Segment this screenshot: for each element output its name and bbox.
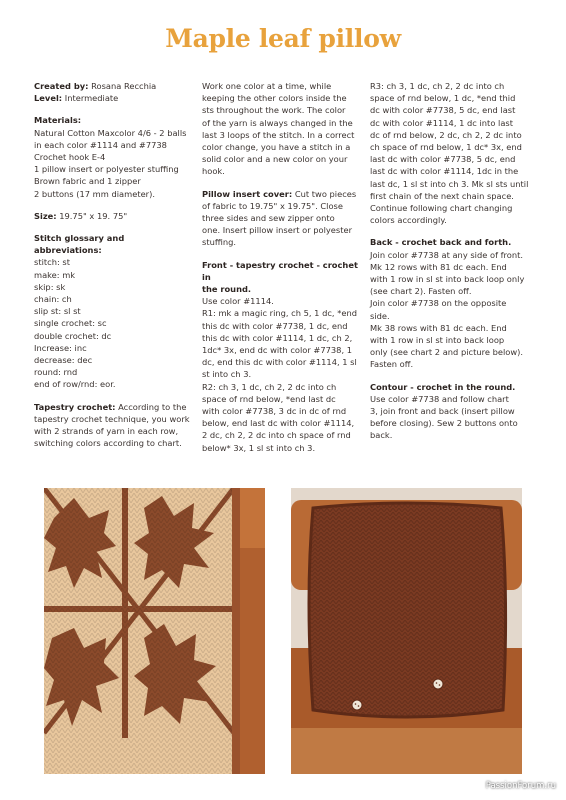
intro-line: Work one color at a time, while xyxy=(202,81,332,91)
back-section xyxy=(370,236,530,370)
contour-section xyxy=(370,381,530,442)
r3-line: last dc with color #1114, 1dc in the xyxy=(370,166,519,177)
glossary-item: skip: sk xyxy=(34,281,66,292)
back-line: Mk 38 rows with 81 dc each. End xyxy=(370,322,507,333)
r3-line: space of rnd below, 1 dc, *end thid xyxy=(370,93,516,104)
back-line: Join color #7738 on the opposite xyxy=(370,298,507,309)
materials xyxy=(34,114,194,199)
front-line: st into ch 3. xyxy=(202,369,252,380)
materials-line: Crochet hook E-4 xyxy=(34,152,106,163)
intro-line: solid color and a new color on your xyxy=(202,154,348,165)
materials-heading: Materials: xyxy=(34,115,82,126)
back-line: Join color #7738 at any side of front. xyxy=(370,249,524,260)
glossary-item: chain: ch xyxy=(34,294,72,305)
front-pillow-photo xyxy=(44,488,265,774)
tapestry-label: Tapestry crochet: xyxy=(34,401,116,412)
size-label: Size: xyxy=(34,210,57,221)
materials-line: Natural Cotton Maxcolor 4/6 - 2 balls xyxy=(34,127,187,138)
contour-line: back. xyxy=(370,430,393,441)
button-icon xyxy=(433,679,443,689)
glossary-item: stitch: st xyxy=(34,257,70,268)
front-line: space of rnd below, *end last dc xyxy=(202,393,336,404)
materials-line: 2 buttons (17 mm diameter). xyxy=(34,188,155,199)
intro-line: keeping the other colors inside the xyxy=(202,93,347,104)
size xyxy=(34,210,194,222)
pillow-insert-cover xyxy=(202,188,362,249)
back-line: side. xyxy=(370,310,390,321)
glossary-item: round: rnd xyxy=(34,367,78,378)
front-line: R2: ch 3, 1 dc, ch 2, 2 dc into ch xyxy=(202,381,337,392)
intro-paragraph xyxy=(202,80,362,178)
insert-line: three sides and sew zipper onto xyxy=(202,213,335,224)
back-heading: Back - crochet back and forth. xyxy=(370,237,512,248)
created-by-value: Rosana Recchia xyxy=(88,81,157,91)
glossary-item: single crochet: sc xyxy=(34,318,107,329)
intro-line: of the yarn is always changed in the xyxy=(202,117,353,128)
front-line: Use color #1114. xyxy=(202,296,274,307)
tapestry-line: switching colors according to chart. xyxy=(34,438,182,449)
materials-line: in each color #1114 and #7738 xyxy=(34,139,167,150)
glossary-item: slip st: sl st xyxy=(34,306,81,317)
insert-label: Pillow insert cover: xyxy=(202,188,293,199)
back-line: Mk 12 rows with 81 dc each. End xyxy=(370,261,507,272)
front-line: with color #7738, 3 dc in dc of rnd xyxy=(202,406,347,417)
back-line: with 1 row in sl st into back loop only xyxy=(370,274,525,285)
tapestry-crochet xyxy=(34,401,194,450)
back-line: with 1 row in sl st into back loop xyxy=(370,335,505,346)
r3-line: last dc with color #7738, 5 dc, end xyxy=(370,154,516,165)
contour-line: Use color #7738 and follow chart xyxy=(370,393,509,404)
glossary-item: make: mk xyxy=(34,269,76,280)
insert-line: Cut two pieces xyxy=(292,188,357,199)
front-heading: the round. xyxy=(202,284,252,295)
created-by xyxy=(34,80,194,92)
level-label: Level: xyxy=(34,93,63,104)
contour-heading: Contour - crochet in the round. xyxy=(370,381,516,392)
button-icon xyxy=(352,700,362,710)
r3-line: dc with color #7738, 5 dc, end last xyxy=(370,105,516,116)
glossary-item: end of row/rnd: eor. xyxy=(34,379,116,390)
materials-line: Brown fabric and 1 zipper xyxy=(34,176,141,187)
insert-line: stuffing. xyxy=(202,237,237,248)
glossary xyxy=(34,232,194,391)
insert-line: one. Insert pillow insert or polyester xyxy=(202,225,353,236)
intro-line: hook. xyxy=(202,166,225,177)
front-line: 1dc* 3x, end dc with color #7738, 1 xyxy=(202,345,353,356)
glossary-heading: Stitch glossary and abbreviations: xyxy=(34,233,125,256)
front-line: R1: mk a magic ring, ch 5, 1 dc, *end xyxy=(202,308,357,319)
front-section xyxy=(202,259,362,454)
front-heading: Front - tapestry crochet - crochet in xyxy=(202,259,358,282)
page-title: Maple leaf pillow xyxy=(165,24,401,53)
r3-line: dc of rnd below, 2 dc, ch 2, 2 dc into xyxy=(370,129,522,140)
back-line: (see chart 2). Fasten off. xyxy=(370,286,472,297)
front-line: dc, end this dc with color #1114, 1 sl xyxy=(202,357,357,368)
intro-line: last 3 loops of the stitch. In a correct xyxy=(202,129,355,140)
intro-line: sts throughout the work. The color xyxy=(202,105,346,116)
column-right xyxy=(370,80,530,452)
glossary-item: double crochet: dc xyxy=(34,330,112,341)
intro-line: color change, you have a stitch in a xyxy=(202,142,351,153)
column-middle xyxy=(202,80,362,464)
column-left xyxy=(34,80,194,459)
level xyxy=(34,92,194,104)
glossary-item: decrease: dec xyxy=(34,355,93,366)
r3-line: colors accordingly. xyxy=(370,215,447,226)
materials-line: 1 pillow insert or polyester stuffing xyxy=(34,164,179,175)
r3-paragraph xyxy=(370,80,530,226)
r3-line: first chain of the next chain space. xyxy=(370,190,514,201)
glossary-item: Increase: inc xyxy=(34,342,87,353)
back-line: Fasten off. xyxy=(370,359,414,370)
r3-line: R3: ch 3, 1 dc, ch 2, 2 dc into ch xyxy=(370,81,505,91)
tapestry-line: According to the xyxy=(115,401,187,412)
r3-line: ch space of rnd below, 1 dc* 3x, end xyxy=(370,142,522,153)
r3-line: last dc, 1 sl st into ch 3. Mk sl sts until xyxy=(370,178,529,189)
tapestry-line: tapestry crochet technique, you work xyxy=(34,413,190,424)
insert-line: of fabric to 19.75" x 19.75". Close xyxy=(202,200,343,211)
front-line: this dc with color #1114, 1 dc, ch 2, xyxy=(202,332,353,343)
size-value: 19.75" x 19. 75" xyxy=(56,210,128,221)
contour-line: before closing). Sew 2 buttons onto xyxy=(370,418,518,429)
r3-line: dc with color #1114, 1 dc into last xyxy=(370,117,513,128)
watermark: PassionForum.ru xyxy=(485,781,556,791)
front-line: below* 3x, 1 sl st into ch 3. xyxy=(202,442,316,453)
created-by-label: Created by: xyxy=(34,81,89,91)
level-value: Intermediate xyxy=(62,93,119,104)
contour-line: 3, join front and back (insert pillow xyxy=(370,406,515,417)
r3-line: Continue following chart changing xyxy=(370,203,513,214)
front-line: 2 dc, ch 2, 2 dc into ch space of rnd xyxy=(202,430,351,441)
front-line: this dc with color #7738, 1 dc, end xyxy=(202,320,348,331)
tapestry-line: with 2 strands of yarn in each row, xyxy=(34,426,179,437)
back-line: only (see chart 2 and picture below). xyxy=(370,347,523,358)
front-line: below, end last dc with color #1114, xyxy=(202,418,355,429)
back-pillow-photo xyxy=(291,488,522,774)
